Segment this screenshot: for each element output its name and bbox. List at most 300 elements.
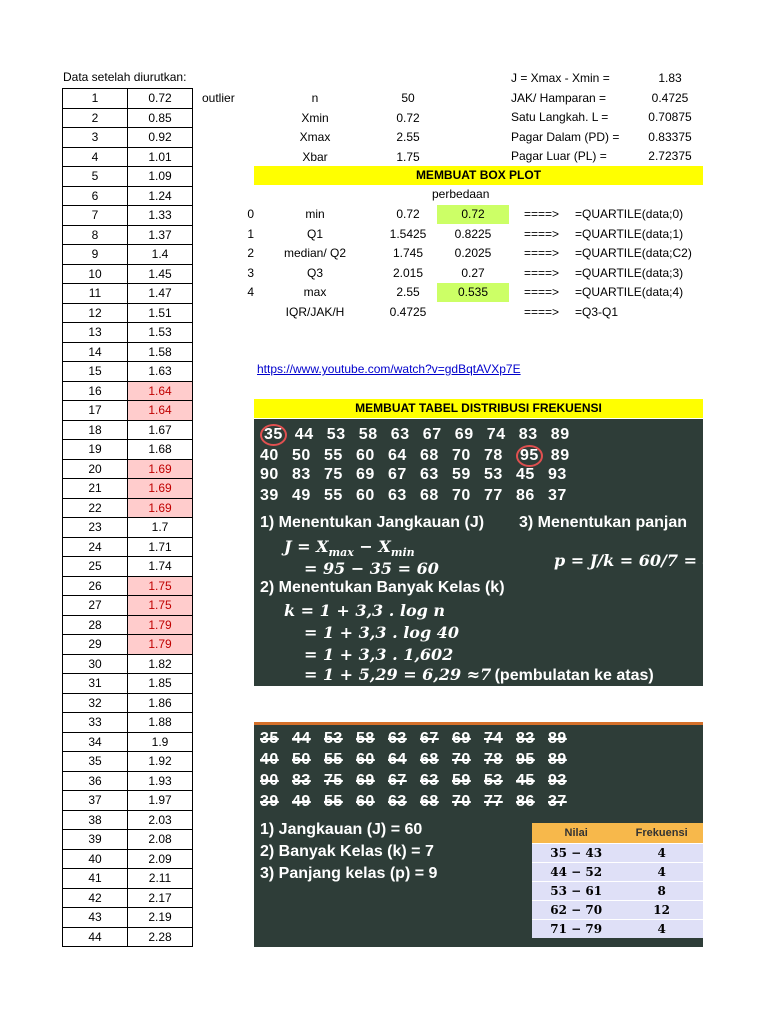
row-value: 1.69 xyxy=(128,479,193,499)
number-cell: 90 xyxy=(260,772,279,789)
freq-count: 8 xyxy=(620,882,703,901)
freq-header-nilai: Nilai xyxy=(532,823,620,844)
j-calc: = 95 − 35 = 60 xyxy=(304,559,439,578)
number-cell: 58 xyxy=(356,730,375,747)
boxplot-value: 1.5425 xyxy=(389,226,427,241)
row-value: 0.85 xyxy=(128,108,193,128)
table-row xyxy=(63,186,193,206)
number-cell: 39 xyxy=(260,793,279,810)
row-index: 39 xyxy=(63,830,128,850)
number-cell: 69 xyxy=(454,426,474,443)
row-index: 29 xyxy=(63,635,128,655)
row-index: 30 xyxy=(63,654,128,674)
table-row xyxy=(63,810,193,830)
frequency-table xyxy=(532,823,703,938)
row-value: 1.01 xyxy=(128,147,193,167)
row-value: 1.68 xyxy=(128,440,193,460)
row-value: 0.92 xyxy=(128,128,193,148)
freq-header-frekuensi: Frekuensi xyxy=(620,823,703,844)
diff-header: perbedaan xyxy=(432,187,490,201)
row-index: 26 xyxy=(63,576,128,596)
stat-value: 2.55 xyxy=(396,130,420,144)
row-value: 1.75 xyxy=(128,596,193,616)
table-row xyxy=(63,693,193,713)
table-row xyxy=(63,323,193,343)
table-row xyxy=(63,479,193,499)
table-row xyxy=(63,908,193,928)
row-index: 12 xyxy=(63,303,128,323)
range-stat-label: JAK/ Hamparan = xyxy=(511,90,607,105)
table-row xyxy=(63,167,193,187)
row-value: 1.75 xyxy=(128,576,193,596)
row-index: 16 xyxy=(63,381,128,401)
row-index: 25 xyxy=(63,557,128,577)
freq-count: 4 xyxy=(620,863,703,882)
number-cell: 83 xyxy=(518,426,538,443)
number-cell: 45 xyxy=(516,466,535,483)
number-cell: 44 xyxy=(292,730,311,747)
table-row xyxy=(63,713,193,733)
number-cell: 69 xyxy=(452,730,471,747)
table-row xyxy=(63,342,193,362)
table-row xyxy=(63,537,193,557)
stat-label: Xmin xyxy=(301,110,329,125)
row-index: 23 xyxy=(63,518,128,538)
number-cell: 49 xyxy=(292,793,311,810)
table-row xyxy=(63,459,193,479)
sorted-data-label: Data setelah diurutkan: xyxy=(63,70,187,84)
row-index: 35 xyxy=(63,752,128,772)
boxplot-index: 0 xyxy=(247,207,254,221)
number-cell: 37 xyxy=(548,487,567,504)
arrow-text: ====> xyxy=(524,304,560,319)
table-row xyxy=(63,557,193,577)
number-cell: 53 xyxy=(484,466,503,483)
stat-label: Xmax xyxy=(299,130,331,144)
number-cell: 67 xyxy=(422,426,442,443)
row-index: 1 xyxy=(63,89,128,109)
table-row xyxy=(63,752,193,772)
boxplot-formula: =QUARTILE(data;C2) xyxy=(575,246,692,260)
number-cell: 40 xyxy=(260,751,279,768)
range-stat-value: 0.83375 xyxy=(648,129,692,144)
row-index: 33 xyxy=(63,713,128,733)
panjang-kelas-text: 3) Panjang kelas (p) = 9 xyxy=(260,865,438,882)
freq-row xyxy=(532,882,703,901)
arrow-text: ====> xyxy=(524,207,560,221)
boxplot-title: MEMBUAT BOX PLOT xyxy=(254,166,703,185)
number-cell: 64 xyxy=(388,751,407,768)
number-cell: 60 xyxy=(356,487,375,504)
arrow-text: ====> xyxy=(524,226,560,241)
board-image-2 xyxy=(254,722,703,947)
number-cell: 75 xyxy=(324,772,343,789)
row-value: 2.09 xyxy=(128,849,193,869)
row-value: 2.19 xyxy=(128,908,193,928)
number-cell: 69 xyxy=(356,466,375,483)
table-row xyxy=(63,888,193,908)
row-index: 19 xyxy=(63,440,128,460)
number-cell: 67 xyxy=(420,730,439,747)
number-row xyxy=(260,793,580,811)
stat-value: 1.75 xyxy=(396,149,420,164)
table-row xyxy=(63,362,193,382)
row-index: 6 xyxy=(63,186,128,206)
boxplot-index: 2 xyxy=(247,246,254,260)
row-index: 22 xyxy=(63,498,128,518)
row-value: 1.67 xyxy=(128,420,193,440)
banyak-kelas-text: 2) Banyak Kelas (k) = 7 xyxy=(260,843,434,860)
row-value: 1.85 xyxy=(128,674,193,694)
row-index: 14 xyxy=(63,342,128,362)
freq-nilai: 35 − 43 xyxy=(532,844,620,863)
boxplot-formula: =QUARTILE(data;1) xyxy=(575,226,684,241)
table-row xyxy=(63,303,193,323)
row-value: 1.79 xyxy=(128,615,193,635)
table-row xyxy=(63,518,193,538)
board-image-1 xyxy=(254,419,742,686)
table-row xyxy=(63,791,193,811)
table-row xyxy=(63,108,193,128)
row-index: 3 xyxy=(63,128,128,148)
number-cell: 53 xyxy=(324,730,343,747)
row-index: 7 xyxy=(63,206,128,226)
number-cell: 90 xyxy=(260,466,279,483)
row-value: 1.92 xyxy=(128,752,193,772)
row-value: 1.64 xyxy=(128,381,193,401)
table-row xyxy=(63,420,193,440)
number-cell: 59 xyxy=(452,772,471,789)
row-value: 1.82 xyxy=(128,654,193,674)
number-row xyxy=(260,424,583,446)
table-row xyxy=(63,849,193,869)
number-cell: 44 xyxy=(294,426,314,443)
boxplot-formula: =QUARTILE(data;0) xyxy=(575,207,684,221)
table-row xyxy=(63,498,193,518)
number-cell: 68 xyxy=(420,447,439,464)
row-index: 36 xyxy=(63,771,128,791)
freq-section-title: MEMBUAT TABEL DISTRIBUSI FREKUENSI xyxy=(254,399,703,418)
row-value: 1.4 xyxy=(128,245,193,265)
number-cell: 55 xyxy=(324,751,343,768)
row-index: 32 xyxy=(63,693,128,713)
number-cell: 60 xyxy=(356,447,375,464)
row-index: 38 xyxy=(63,810,128,830)
row-index: 2 xyxy=(63,108,128,128)
table-row xyxy=(63,635,193,655)
row-index: 44 xyxy=(63,927,128,947)
table-row xyxy=(63,225,193,245)
table-row xyxy=(63,830,193,850)
row-index: 41 xyxy=(63,869,128,889)
number-cell: 63 xyxy=(388,487,407,504)
row-value: 1.71 xyxy=(128,537,193,557)
row-value: 1.09 xyxy=(128,167,193,187)
table-row xyxy=(63,128,193,148)
boxplot-diff: 0.535 xyxy=(437,283,509,302)
number-cell: 60 xyxy=(356,751,375,768)
range-stat-value: 1.83 xyxy=(658,71,682,85)
row-value: 2.03 xyxy=(128,810,193,830)
row-index: 21 xyxy=(63,479,128,499)
step2-text: 2) Menentukan Banyak Kelas (k) xyxy=(260,579,505,596)
freq-count: 12 xyxy=(620,901,703,920)
arrow-text: ====> xyxy=(524,285,560,299)
table-row xyxy=(63,440,193,460)
p-formula: p = J/k = 60/7 = 8,57 xyxy=(554,551,742,570)
number-cell: 70 xyxy=(452,447,471,464)
freq-nilai: 71 − 79 xyxy=(532,920,620,939)
number-cell: 68 xyxy=(420,487,439,504)
table-row xyxy=(63,264,193,284)
row-value: 1.58 xyxy=(128,342,193,362)
row-value: 1.53 xyxy=(128,323,193,343)
table-row xyxy=(63,732,193,752)
freq-row xyxy=(532,844,703,863)
number-cell: 68 xyxy=(420,751,439,768)
stat-value: 0.72 xyxy=(396,110,420,125)
boxplot-index: 1 xyxy=(247,226,254,241)
number-cell: 89 xyxy=(548,730,567,747)
number-cell: 86 xyxy=(516,793,535,810)
boxplot-label: median/ Q2 xyxy=(283,246,347,260)
row-value: 1.63 xyxy=(128,362,193,382)
number-cell: 67 xyxy=(388,772,407,789)
arrow-text: ====> xyxy=(524,265,560,280)
row-index: 37 xyxy=(63,791,128,811)
row-index: 42 xyxy=(63,888,128,908)
range-stat-value: 0.70875 xyxy=(648,110,692,124)
boxplot-diff: 0.8225 xyxy=(454,226,492,241)
sorted-data-table xyxy=(62,88,193,947)
row-value: 1.64 xyxy=(128,401,193,421)
number-cell: 50 xyxy=(292,447,311,464)
row-index: 43 xyxy=(63,908,128,928)
row-value: 1.69 xyxy=(128,498,193,518)
row-value: 1.47 xyxy=(128,284,193,304)
freq-row xyxy=(532,920,703,939)
boxplot-formula: =Q3-Q1 xyxy=(575,304,619,319)
row-value: 2.17 xyxy=(128,888,193,908)
number-cell: 93 xyxy=(548,466,567,483)
arrow-text: ====> xyxy=(524,246,560,260)
boxplot-label: min xyxy=(305,207,325,221)
freq-nilai: 53 − 61 xyxy=(532,882,620,901)
row-value: 1.97 xyxy=(128,791,193,811)
number-row xyxy=(260,487,580,505)
row-value: 1.86 xyxy=(128,693,193,713)
number-cell: 89 xyxy=(548,751,567,768)
row-value: 1.37 xyxy=(128,225,193,245)
number-cell: 49 xyxy=(292,487,311,504)
table-row xyxy=(63,596,193,616)
table-row xyxy=(63,284,193,304)
number-cell: 37 xyxy=(548,793,567,810)
number-cell: 35 xyxy=(260,730,279,747)
step3-text: 3) Menentukan panjan xyxy=(519,514,688,531)
freq-nilai: 44 − 52 xyxy=(532,863,620,882)
row-value: 1.7 xyxy=(128,518,193,538)
row-value: 1.9 xyxy=(128,732,193,752)
boxplot-label: max xyxy=(303,285,327,299)
boxplot-label: IQR/JAK/H xyxy=(285,304,345,319)
boxplot-value: 0.4725 xyxy=(389,304,427,319)
row-index: 5 xyxy=(63,167,128,187)
table-row xyxy=(63,615,193,635)
number-cell: 77 xyxy=(484,487,503,504)
row-index: 17 xyxy=(63,401,128,421)
row-value: 1.88 xyxy=(128,713,193,733)
table-row xyxy=(63,89,193,109)
number-cell: 53 xyxy=(484,772,503,789)
boxplot-value: 0.72 xyxy=(396,207,420,221)
table-row xyxy=(63,576,193,596)
boxplot-index: 4 xyxy=(247,285,254,299)
row-index: 20 xyxy=(63,459,128,479)
stat-label: Xbar xyxy=(302,149,328,164)
table-row xyxy=(63,147,193,167)
number-cell: 74 xyxy=(486,426,506,443)
number-cell: 55 xyxy=(324,447,343,464)
number-cell: 70 xyxy=(452,487,471,504)
number-row xyxy=(260,751,580,769)
number-cell: 55 xyxy=(324,487,343,504)
number-cell: 55 xyxy=(324,793,343,810)
row-value: 1.24 xyxy=(128,186,193,206)
range-stat-value: 2.72375 xyxy=(648,149,692,163)
range-stat-label: Pagar Luar (PL) = xyxy=(511,149,607,163)
row-index: 13 xyxy=(63,323,128,343)
row-index: 18 xyxy=(63,420,128,440)
range-stat-value: 0.4725 xyxy=(651,90,689,105)
boxplot-diff: 0.2025 xyxy=(454,246,492,260)
boxplot-label: Q1 xyxy=(306,226,323,241)
number-cell: 50 xyxy=(292,751,311,768)
k-line-2: = 1 + 3,3 . log 40 xyxy=(304,623,459,642)
table-row xyxy=(63,674,193,694)
boxplot-index: 3 xyxy=(247,265,254,280)
k-line-1: k = 1 + 3,3 . log n xyxy=(284,601,445,620)
boxplot-value: 2.55 xyxy=(396,285,420,299)
range-stat-label: Satu Langkah. L = xyxy=(511,110,609,124)
youtube-link[interactable]: https://www.youtube.com/watch?v=gdBqtAVXp7E xyxy=(257,362,521,376)
table-row xyxy=(63,869,193,889)
number-cell: 64 xyxy=(388,447,407,464)
number-row xyxy=(260,772,580,790)
row-value: 1.69 xyxy=(128,459,193,479)
number-cell: 83 xyxy=(292,772,311,789)
row-value: 1.51 xyxy=(128,303,193,323)
table-row xyxy=(63,771,193,791)
number-cell: 63 xyxy=(420,466,439,483)
boxplot-diff: 0.72 xyxy=(437,205,509,224)
number-cell: 67 xyxy=(388,466,407,483)
row-index: 34 xyxy=(63,732,128,752)
row-value: 1.33 xyxy=(128,206,193,226)
boxplot-formula: =QUARTILE(data;3) xyxy=(575,265,684,280)
boxplot-diff: 0.27 xyxy=(461,265,485,280)
freq-nilai: 62 − 70 xyxy=(532,901,620,920)
number-cell: 59 xyxy=(452,466,471,483)
row-value: 0.72 xyxy=(128,89,193,109)
row-index: 11 xyxy=(63,284,128,304)
table-row xyxy=(63,245,193,265)
number-cell: 95 xyxy=(516,751,535,768)
row-index: 9 xyxy=(63,245,128,265)
number-cell: 70 xyxy=(452,751,471,768)
number-cell: 45 xyxy=(516,772,535,789)
row-index: 8 xyxy=(63,225,128,245)
table-row xyxy=(63,654,193,674)
number-cell: 75 xyxy=(324,466,343,483)
number-cell: 83 xyxy=(292,466,311,483)
row-value: 1.93 xyxy=(128,771,193,791)
number-cell: 74 xyxy=(484,730,503,747)
row-index: 4 xyxy=(63,147,128,167)
number-cell: 69 xyxy=(356,772,375,789)
number-cell: 53 xyxy=(326,426,346,443)
range-stat-label: Pagar Dalam (PD) = xyxy=(511,129,620,144)
table-row xyxy=(63,927,193,947)
jangkauan-text: 1) Jangkauan (J) = 60 xyxy=(260,821,423,838)
number-cell: 39 xyxy=(260,487,279,504)
number-cell: 70 xyxy=(452,793,471,810)
table-row xyxy=(63,401,193,421)
number-cell: 63 xyxy=(420,772,439,789)
freq-row xyxy=(532,863,703,882)
boxplot-formula: =QUARTILE(data;4) xyxy=(575,285,684,299)
row-value: 1.74 xyxy=(128,557,193,577)
number-cell: 63 xyxy=(388,730,407,747)
row-index: 31 xyxy=(63,674,128,694)
number-cell: 63 xyxy=(388,793,407,810)
step1-text: 1) Menentukan Jangkauan (J) xyxy=(260,514,485,531)
row-value: 2.08 xyxy=(128,830,193,850)
boxplot-value: 2.015 xyxy=(392,265,424,280)
row-index: 15 xyxy=(63,362,128,382)
freq-row xyxy=(532,901,703,920)
table-row xyxy=(63,206,193,226)
row-value: 2.11 xyxy=(128,869,193,889)
range-stat-label: J = Xmax - Xmin = xyxy=(511,71,610,85)
number-cell: 93 xyxy=(548,772,567,789)
number-row xyxy=(260,466,580,484)
number-cell: 89 xyxy=(550,447,570,464)
row-value: 2.28 xyxy=(128,927,193,947)
table-row xyxy=(63,381,193,401)
number-cell: 60 xyxy=(356,793,375,810)
number-cell: 83 xyxy=(516,730,535,747)
j-formula: $J = X_{max} - X_{min}$ xyxy=(284,537,415,560)
number-cell: 78 xyxy=(484,751,503,768)
outlier-label: outlier xyxy=(202,91,235,105)
number-cell: 35 xyxy=(260,424,287,446)
row-index: 40 xyxy=(63,849,128,869)
number-cell: 89 xyxy=(550,426,570,443)
boxplot-label: Q3 xyxy=(306,265,323,280)
row-index: 10 xyxy=(63,264,128,284)
number-cell: 68 xyxy=(420,793,439,810)
number-cell: 40 xyxy=(260,447,279,464)
k-line-4: = 1 + 5,29 = 6,29 ≈7 (pembulatan ke atas) xyxy=(304,665,654,684)
boxplot-value: 1.745 xyxy=(392,246,424,260)
number-cell: 63 xyxy=(390,426,410,443)
stat-label: n xyxy=(311,91,319,105)
freq-count: 4 xyxy=(620,844,703,863)
stat-value: 50 xyxy=(401,91,415,105)
number-cell: 78 xyxy=(484,447,503,464)
number-cell: 58 xyxy=(358,426,378,443)
